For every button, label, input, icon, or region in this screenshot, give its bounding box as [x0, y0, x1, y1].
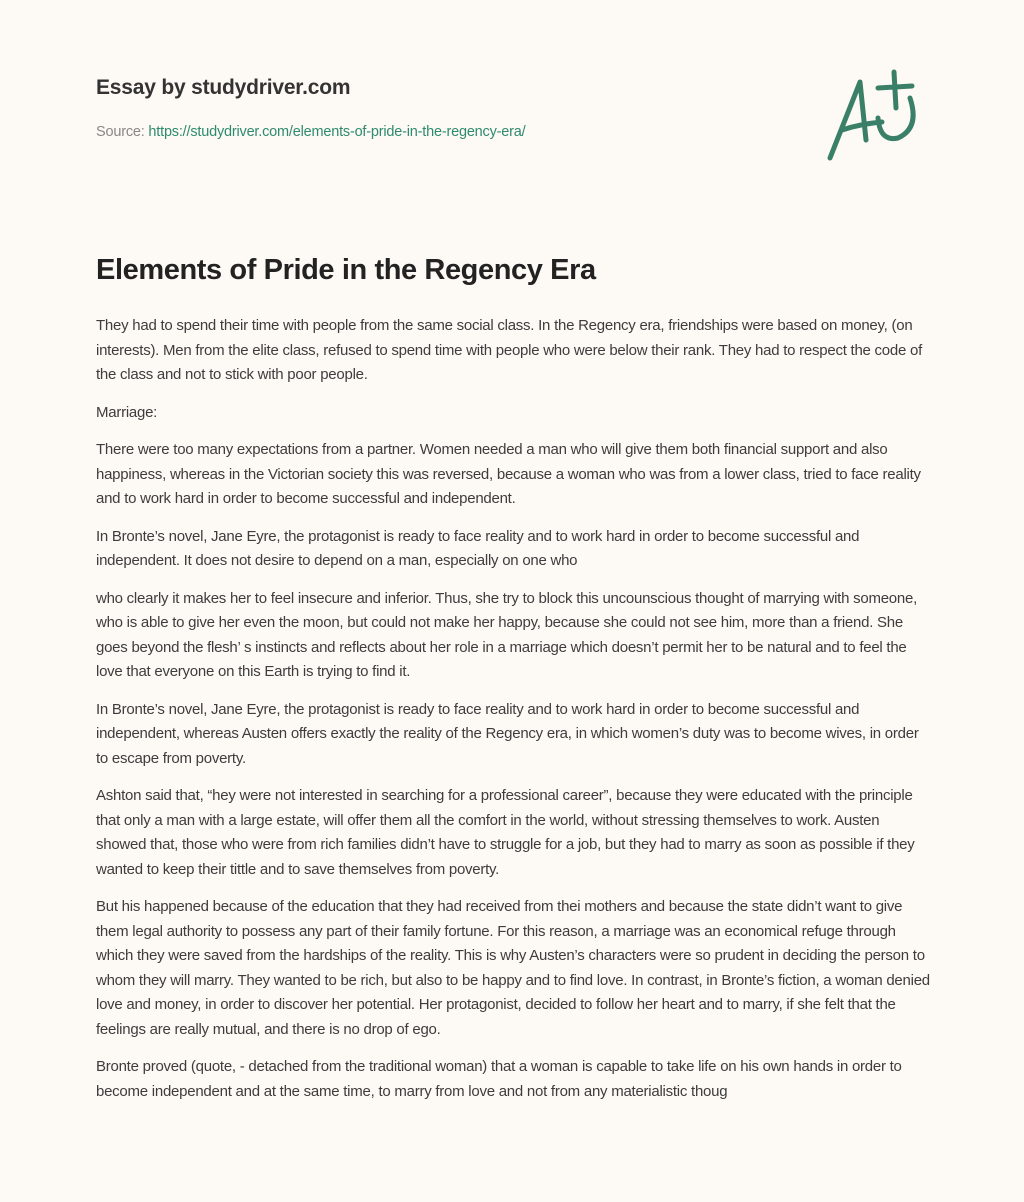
paragraph: Marriage: [96, 403, 158, 421]
paragraph: But his happened because of the education that they had received from thei mothers and because the state didn’t want to give them legal authority to possess any part of their family fortune. For this reason, a marriage was an economical refuge through which they were saved from the hardships of the reality. This is why Austen’s characters were so prudent in deciding the person to whom they will marry. They wanted to be rich, but also to be happy and to find love. In contrast, in Bronte’s fiction, a woman denied love and money, in order to discover her potential. Her protagonist, decided to follow her heart and to marry, if she felt that the feelings are really mutual, and there is no drop of ego. [96, 898, 930, 1038]
paragraph: who clearly it makes her to feel insecure and inferior. Thus, she try to block this uncounscious thought of marrying with someone, who is able to give her even the moon, but could not make her happy, because she could not see him, more than a friend. She goes beyond the flesh’ s instincts and reflects about her role in a marriage which doesn’t permit her to be natural and to feel the love that everyone on this Earth is trying to find it. [96, 589, 917, 680]
essay-body [96, 314, 932, 1117]
paragraph: There were too many expectations from a partner. Women needed a man who will give them both financial support and also happiness, whereas in the Victorian society this was reversed, because a woman who was from a lower class, tried to face reality and to work hard in order to become successful and independent. [96, 441, 921, 507]
site-brand: Essay by studydriver.com [96, 76, 351, 99]
essay-title: Elements of Pride in the Regency Era [96, 254, 596, 286]
paragraph: Bronte proved (quote, - detached from the traditional woman) that a woman is capable to take life on his own hands in order to become independent and at the same time, to marry from love and not from any materialistic thoug [96, 1058, 902, 1100]
source-link[interactable]: https://studydriver.com/elements-of-pride-in-the-regency-era/ [148, 124, 526, 140]
paragraph: They had to spend their time with people from the same social class. In the Regency era, friendships were based on money, (on interests). Men from the elite class, refused to spend time with people who were below their rank. They had to respect the code of the class and not to stick with poor people. [96, 317, 923, 383]
source-line [96, 124, 525, 140]
paragraph: In Bronte’s novel, Jane Eyre, the protagonist is ready to face reality and to work hard in order to become successful and independent, whereas Austen offers exactly the reality of the Regency era, in which women’s duty was to become wives, in order to escape from poverty. [96, 700, 919, 767]
source-label: Source: [96, 124, 145, 140]
paragraph: In Bronte’s novel, Jane Eyre, the protagonist is ready to face reality and to work hard in order to become successful and independent. It does not desire to depend on a man, especially on one who [96, 527, 860, 569]
paragraph: Ashton said that, “hey were not interested in searching for a professional career”, because they were educated with the principle that only a man with a large estate, will offer them all the comfort in the world, without stressing themselves to work. Austen showed that, those who were from rich families didn’t have to struggle for a job, but they had to marry as soon as possible if they wanted to keep their tittle and to save themselves from poverty. [96, 787, 915, 878]
a-plus-logo [820, 68, 930, 164]
